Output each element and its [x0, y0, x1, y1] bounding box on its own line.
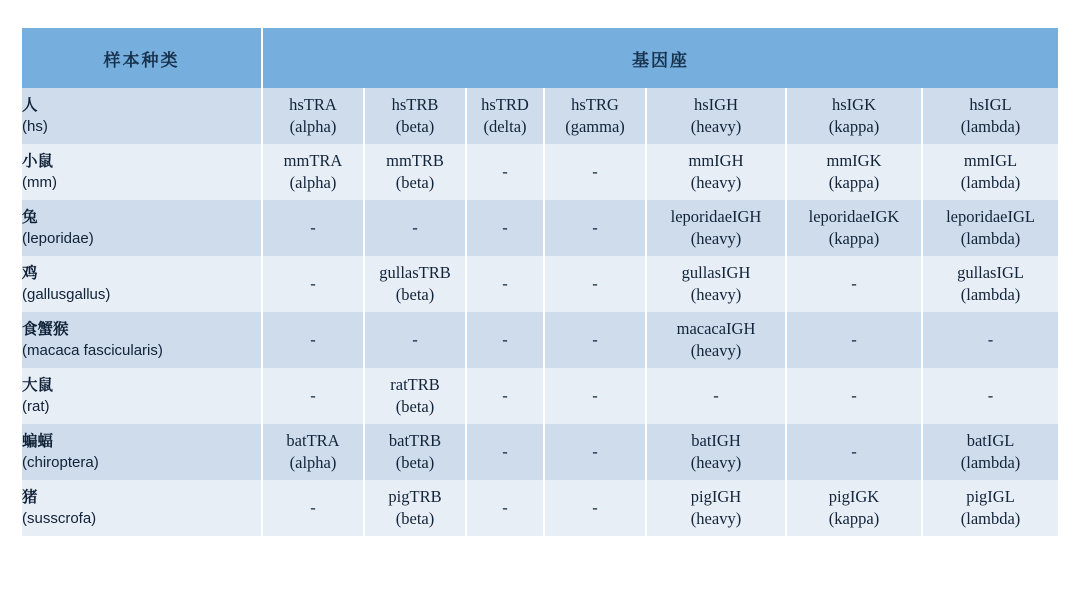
locus-name: batTRB — [388, 430, 442, 450]
locus-chain-type: (beta) — [395, 117, 435, 136]
locus-chain-type: (lambda) — [960, 509, 1021, 528]
locus-name: hsIGH — [694, 94, 738, 114]
locus-cell — [364, 312, 466, 368]
locus-chain-type: (beta) — [395, 453, 435, 472]
locus-cell — [544, 480, 646, 536]
locus-name: - — [412, 329, 418, 349]
locus-name: leporidaeIGK — [808, 206, 900, 226]
locus-cell — [646, 88, 786, 144]
locus-chain-type: (lambda) — [960, 173, 1021, 192]
locus-chain-type: (heavy) — [690, 453, 742, 472]
locus-name: ratTRB — [390, 374, 440, 394]
locus-name: - — [851, 441, 857, 461]
locus-name: - — [987, 385, 994, 405]
locus-name: batTRA — [286, 430, 340, 450]
locus-cell — [544, 424, 646, 480]
locus-name: - — [713, 385, 719, 405]
locus-cell — [262, 312, 364, 368]
species-name-en: (leporidae) — [22, 230, 94, 248]
locus-cell — [466, 312, 544, 368]
species-name-cn: 蝙蝠 — [22, 432, 54, 450]
locus-name: - — [412, 217, 418, 237]
species-name-cn: 大鼠 — [22, 376, 54, 394]
locus-name: - — [592, 441, 598, 461]
locus-name: - — [502, 385, 508, 405]
locus-cell — [262, 480, 364, 536]
locus-name: - — [502, 161, 508, 181]
table-row — [22, 368, 1058, 424]
species-name-en: (susscrofa) — [22, 510, 97, 528]
table-row — [22, 480, 1058, 536]
locus-cell — [262, 256, 364, 312]
locus-cell — [646, 144, 786, 200]
locus-chain-type: (alpha) — [289, 453, 337, 472]
locus-name: hsTRD — [481, 94, 529, 114]
locus-name: pigIGL — [966, 486, 1015, 506]
species-name-en: (gallusgallus) — [22, 286, 111, 304]
locus-name: gullasIGL — [957, 262, 1024, 282]
column-header-locus: 基因座 — [262, 28, 1058, 88]
locus-name: hsIGK — [832, 94, 876, 114]
species-cell — [22, 424, 262, 480]
locus-name: mmTRB — [386, 150, 444, 170]
locus-cell — [646, 312, 786, 368]
locus-name: - — [502, 441, 508, 461]
locus-chain-type: (beta) — [395, 397, 435, 416]
locus-name: - — [592, 161, 598, 181]
locus-name: - — [310, 329, 316, 349]
locus-cell — [786, 256, 922, 312]
locus-name: - — [502, 329, 508, 349]
locus-cell — [786, 312, 922, 368]
species-name-en: (macaca fascicularis) — [22, 342, 163, 360]
locus-cell — [922, 144, 1058, 200]
table-row — [22, 88, 1058, 144]
locus-cell — [922, 256, 1058, 312]
locus-cell — [922, 312, 1058, 368]
locus-cell — [786, 480, 922, 536]
locus-cell — [922, 368, 1058, 424]
locus-cell — [262, 144, 364, 200]
locus-cell — [466, 480, 544, 536]
locus-chain-type: (heavy) — [690, 229, 742, 248]
locus-chain-type: (gamma) — [565, 117, 625, 136]
species-name-cn: 鸡 — [22, 264, 38, 282]
locus-chain-type: (kappa) — [828, 117, 880, 136]
locus-table-container — [22, 28, 1058, 536]
locus-cell — [646, 256, 786, 312]
locus-name: - — [310, 497, 316, 517]
locus-name: - — [310, 385, 316, 405]
locus-name: pigTRB — [388, 486, 442, 506]
locus-chain-type: (heavy) — [690, 117, 742, 136]
locus-name: batIGH — [691, 430, 741, 450]
locus-cell — [786, 144, 922, 200]
locus-cell — [466, 256, 544, 312]
locus-name: hsTRB — [391, 94, 439, 114]
table-body — [22, 88, 1058, 536]
locus-chain-type: (lambda) — [960, 453, 1021, 472]
locus-name: - — [592, 385, 598, 405]
locus-cell — [544, 368, 646, 424]
species-name-en: (hs) — [22, 118, 48, 136]
locus-name: leporidaeIGL — [946, 206, 1035, 226]
locus-cell — [262, 368, 364, 424]
locus-cell — [364, 144, 466, 200]
locus-cell — [262, 424, 364, 480]
species-name-en: (mm) — [22, 174, 57, 192]
locus-chain-type: (lambda) — [960, 285, 1021, 304]
locus-cell — [544, 312, 646, 368]
locus-chain-type: (delta) — [483, 117, 527, 136]
locus-chain-type: (kappa) — [828, 173, 880, 192]
locus-chain-type: (alpha) — [289, 117, 337, 136]
locus-chain-type: (beta) — [395, 285, 435, 304]
species-cell — [22, 368, 262, 424]
species-cell — [22, 256, 262, 312]
locus-name: gullasIGH — [681, 262, 751, 282]
locus-cell — [466, 144, 544, 200]
locus-name: pigIGH — [690, 486, 742, 506]
locus-name: mmTRA — [283, 150, 343, 170]
locus-cell — [466, 424, 544, 480]
locus-cell — [364, 368, 466, 424]
locus-chain-type: (beta) — [395, 509, 435, 528]
locus-cell — [922, 200, 1058, 256]
locus-chain-type: (kappa) — [828, 509, 880, 528]
locus-cell — [364, 88, 466, 144]
table-row — [22, 312, 1058, 368]
locus-name: - — [310, 217, 316, 237]
locus-name: - — [851, 385, 857, 405]
table-row — [22, 424, 1058, 480]
locus-cell — [544, 88, 646, 144]
locus-cell — [364, 256, 466, 312]
locus-cell — [922, 480, 1058, 536]
species-locus-table — [22, 28, 1058, 536]
locus-name: - — [310, 273, 316, 293]
locus-name: batIGL — [966, 430, 1015, 450]
species-name-cn: 食蟹猴 — [22, 320, 69, 338]
locus-cell — [466, 368, 544, 424]
locus-chain-type: (kappa) — [828, 229, 880, 248]
locus-name: hsIGL — [969, 94, 1012, 114]
locus-chain-type: (heavy) — [690, 173, 742, 192]
table-header-row — [22, 28, 1058, 88]
locus-name: - — [592, 329, 598, 349]
locus-cell — [364, 480, 466, 536]
locus-name: macacaIGH — [676, 318, 756, 338]
locus-name: gullasTRB — [379, 262, 451, 282]
locus-cell — [646, 368, 786, 424]
locus-chain-type: (beta) — [395, 173, 435, 192]
locus-name: hsTRG — [571, 94, 619, 114]
locus-cell — [466, 200, 544, 256]
locus-chain-type: (heavy) — [690, 285, 742, 304]
species-name-en: (chiroptera) — [22, 454, 99, 472]
species-name-cn: 小鼠 — [22, 152, 54, 170]
species-name-cn: 人 — [22, 96, 38, 114]
species-cell — [22, 480, 262, 536]
locus-chain-type: (heavy) — [690, 509, 742, 528]
locus-name: - — [987, 329, 994, 349]
locus-name: - — [592, 497, 598, 517]
locus-chain-type: (lambda) — [960, 229, 1021, 248]
locus-name: - — [851, 329, 857, 349]
locus-cell — [646, 480, 786, 536]
species-cell — [22, 88, 262, 144]
locus-cell — [544, 256, 646, 312]
locus-name: mmIGH — [688, 150, 744, 170]
locus-chain-type: (heavy) — [690, 341, 742, 360]
locus-cell — [786, 88, 922, 144]
locus-cell — [922, 88, 1058, 144]
species-cell — [22, 144, 262, 200]
species-cell — [22, 312, 262, 368]
locus-cell — [364, 424, 466, 480]
locus-name: - — [592, 273, 598, 293]
locus-cell — [646, 200, 786, 256]
table-header — [22, 28, 1058, 88]
locus-cell — [544, 200, 646, 256]
locus-cell — [922, 424, 1058, 480]
table-row — [22, 200, 1058, 256]
table-row — [22, 144, 1058, 200]
locus-cell — [364, 200, 466, 256]
locus-name: - — [502, 497, 508, 517]
locus-cell — [466, 88, 544, 144]
locus-name: - — [592, 217, 598, 237]
locus-chain-type: (lambda) — [960, 117, 1021, 136]
locus-name: mmIGL — [963, 150, 1018, 170]
column-header-species: 样本种类 — [22, 28, 262, 88]
locus-name: hsTRA — [289, 94, 337, 114]
locus-name: - — [502, 217, 508, 237]
locus-cell — [786, 200, 922, 256]
locus-cell — [786, 368, 922, 424]
locus-name: pigIGK — [828, 486, 880, 506]
locus-cell — [262, 200, 364, 256]
species-name-en: (rat) — [22, 398, 50, 416]
locus-cell — [786, 424, 922, 480]
locus-name: - — [502, 273, 508, 293]
species-name-cn: 猪 — [22, 488, 38, 506]
locus-cell — [262, 88, 364, 144]
species-cell — [22, 200, 262, 256]
locus-cell — [646, 424, 786, 480]
locus-name: mmIGK — [826, 150, 882, 170]
table-row — [22, 256, 1058, 312]
locus-name: - — [851, 273, 857, 293]
locus-cell — [544, 144, 646, 200]
locus-chain-type: (alpha) — [289, 173, 337, 192]
locus-name: leporidaeIGH — [670, 206, 762, 226]
species-name-cn: 兔 — [22, 208, 38, 226]
